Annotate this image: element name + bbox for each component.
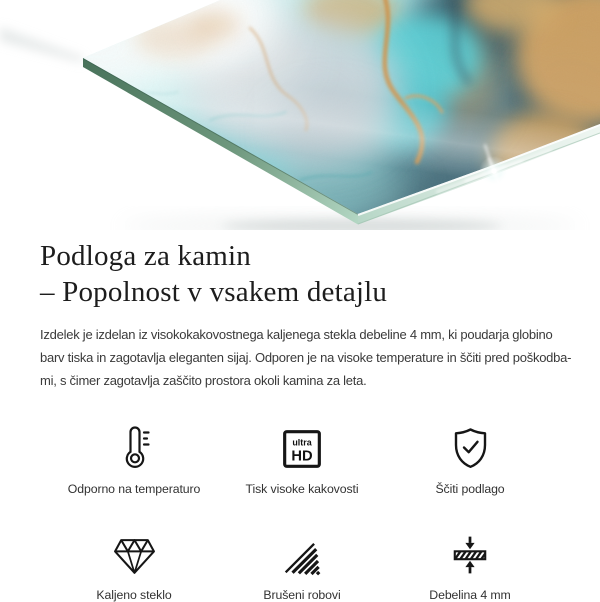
feature-thickness bbox=[386, 528, 554, 602]
fluid-art-print bbox=[0, 0, 600, 230]
title-line-2: – Popolnost v vsakem detajlu bbox=[40, 276, 388, 308]
shield-check-icon bbox=[450, 426, 491, 470]
beveled-edges-icon bbox=[282, 538, 322, 576]
description-line: mi, s čimer zagotavlja zaščito prostora okoli kamina za leta. bbox=[40, 373, 367, 388]
glass-panel-art bbox=[0, 0, 600, 230]
feature-grid bbox=[50, 422, 554, 602]
title-line-1: Podloga za kamin bbox=[40, 240, 251, 272]
feature-label: Debelina 4 mm bbox=[429, 588, 511, 602]
product-image bbox=[0, 0, 600, 230]
description-line: barv tiska in zagotavlja eleganten sijaj. Odporen je na visoke temperature in ščiti pred poškodba- bbox=[40, 350, 572, 365]
diamond-icon bbox=[112, 537, 157, 576]
thickness-icon bbox=[449, 534, 491, 576]
feature-tempered-glass bbox=[50, 528, 218, 602]
feature-label: Ščiti podlago bbox=[435, 482, 505, 496]
feature-label: Odporno na temperaturo bbox=[67, 482, 201, 496]
feature-label: Brušeni robovi bbox=[263, 588, 341, 602]
feature-protects-surface bbox=[386, 422, 554, 496]
product-description bbox=[40, 323, 572, 392]
thermometer-icon bbox=[119, 424, 150, 470]
svg-text:ultra: ultra bbox=[292, 437, 312, 448]
feature-label: Tisk visoke kakovosti bbox=[245, 482, 359, 496]
feature-print-quality bbox=[218, 422, 386, 496]
feature-temperature bbox=[50, 422, 218, 496]
svg-text:HD: HD bbox=[291, 448, 313, 465]
feature-polished-edges bbox=[218, 528, 386, 602]
feature-label: Kaljeno steklo bbox=[96, 588, 172, 602]
description-line: Izdelek je izdelan iz visokokakovostnega kaljenega stekla debeline 4 mm, ki poudarja globino bbox=[40, 327, 553, 342]
ultra-hd-icon bbox=[281, 428, 323, 470]
page-title bbox=[40, 238, 562, 310]
